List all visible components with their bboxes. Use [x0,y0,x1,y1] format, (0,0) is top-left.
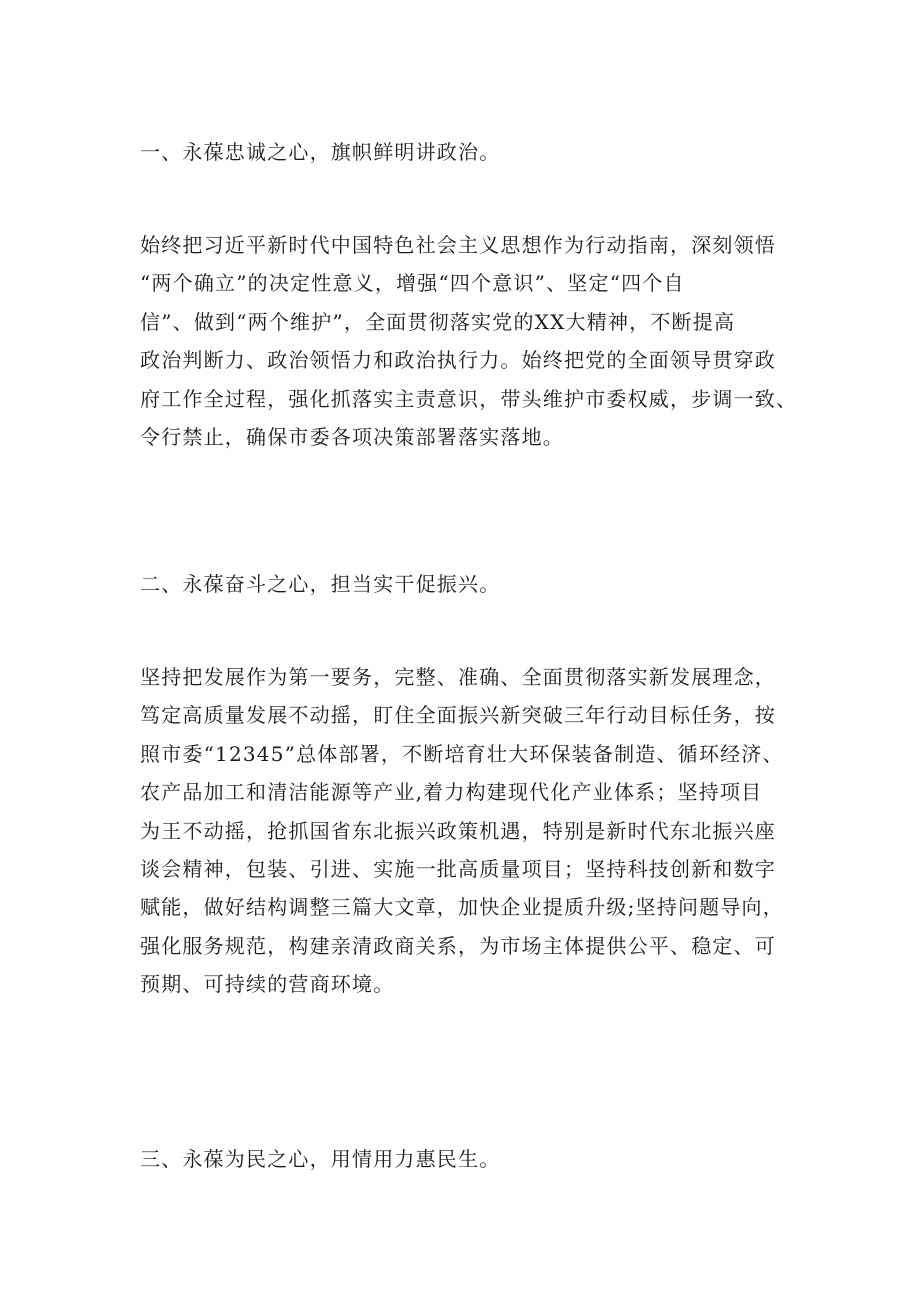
paragraph-line: 预期、可持续的营商环境。 [140,972,395,997]
paragraph-line: 照市委“12345”总体部署，不断培育壮大环保装备制造、循环经济、 [140,741,784,766]
paragraph-line: 府工作全过程，强化抓落实主责意识，带头维护市委权威，步调一致、 [140,386,798,411]
section-heading-2: 二、永葆奋斗之心，担当实干促振兴。 [140,572,501,596]
section-heading-3: 三、永葆为民之心，用情用力惠民生。 [140,1147,501,1171]
paragraph-line: 强化服务规范，构建亲清政商关系，为市场主体提供公平、稳定、可 [140,933,776,958]
paragraph-line: 笃定高质量发展不动摇，盯住全面振兴新突破三年行动目标任务，按 [140,703,776,728]
paragraph-line: 农产品加工和清洁能源等产业,着力构建现代化产业体系；坚持项目 [140,780,763,805]
paragraph-line: “两个确立”的决定性意义，增强“四个意识”、坚定“四个自 [140,271,685,296]
paragraph-line: 信”、做到“两个维护”，全面贯彻落实党的XX大精神，不断提高 [140,309,736,334]
paragraph-line: 谈会精神，包装、引进、实施一批高质量项目；坚持科技创新和数字 [140,856,776,881]
section-paragraph-2 [140,658,785,1004]
paragraph-line: 为王不动摇，抢抓国省东北振兴政策机遇，特别是新时代东北振兴座 [140,818,776,843]
paragraph-line: 始终把习近平新时代中国特色社会主义思想作为行动指南，深刻领悟 [140,233,776,257]
paragraph-line: 坚持把发展作为第一要务，完整、准确、全面贯彻落实新发展理念， [140,665,776,689]
paragraph-line: 赋能，做好结构调整三篇大文章，加快企业提质升级;坚持问题导向， [140,895,784,920]
paragraph-line: 令行禁止，确保市委各项决策部署落实落地。 [140,424,564,449]
section-heading-1: 一、永葆忠诚之心，旗帜鲜明讲政治。 [140,140,501,164]
section-paragraph-1 [140,226,798,456]
paragraph-line: 政治判断力、政治领悟力和政治执行力。始终把党的全面领导贯穿政 [140,348,776,373]
